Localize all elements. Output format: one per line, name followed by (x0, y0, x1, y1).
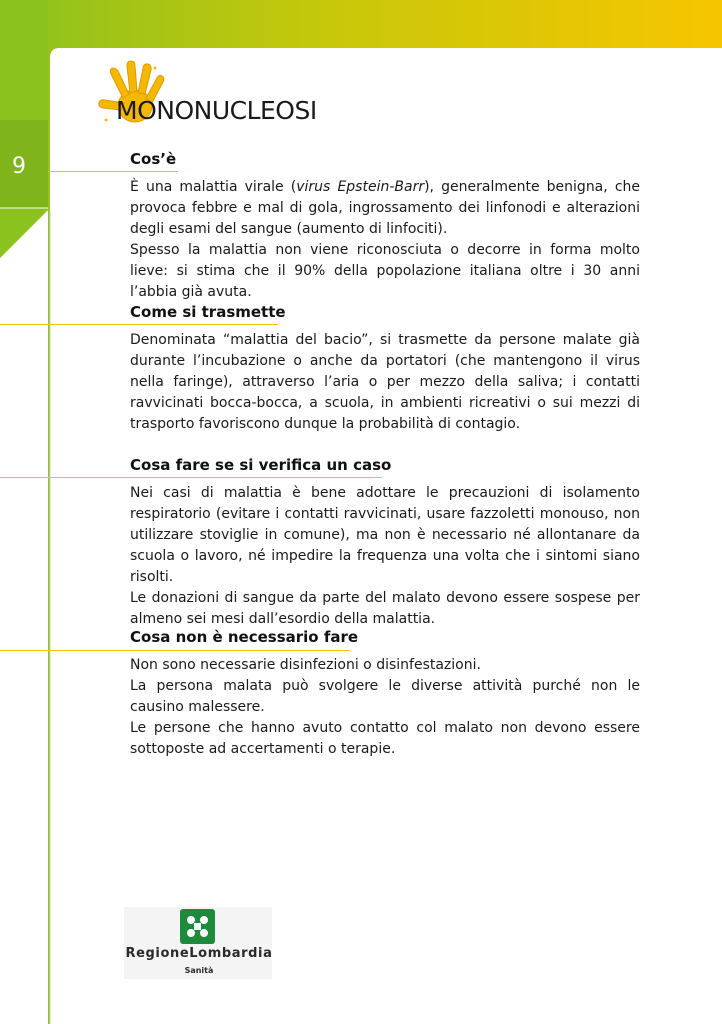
corner-triangle (0, 210, 48, 258)
section-heading: Cosa fare se si verifica un caso (130, 456, 392, 474)
section-paragraph: Le donazioni di sangue da parte del malato devono essere sospese per almeno sei mesi dall’esordio della malattia. (130, 590, 640, 627)
section-paragraph: Spesso la malattia non viene riconosciuta o decorre in forma molto lieve: si stima che il 90% della popolazione italiana oltre i 30 anni l’abbia già avuta. (130, 242, 640, 300)
section-paragraph: Non sono necessarie disinfezioni o disinfestazioni. (130, 657, 481, 673)
org-name: RegioneLombardia (125, 946, 273, 961)
section-cosa-non-fare (130, 628, 640, 760)
section-heading: Cos’è (130, 150, 177, 168)
section-cosa-fare (130, 456, 640, 630)
section-paragraph: Le persone che hanno avuto contatto col malato non devono essere sottoposte ad accertamenti o terapie. (130, 720, 640, 757)
section-paragraph: La persona malata può svolgere le diverse attività purché non le causino malessere. (130, 678, 640, 715)
org-subtitle: Sanità (184, 966, 214, 975)
section-paragraph: Denominata “malattia del bacio”, si trasmette da persone malate già durante l’incubazione o anche da portatori (che mantengono il virus nella faringe), attraverso l’aria o per mezzo della saliva; i contatti ravvicinati bocca-bocca, a scuola, in ambienti ricreativi o sui mezzi di trasporto favoriscono dunque la probabilità di contagio. (130, 332, 640, 432)
page-number: 9 (12, 154, 26, 179)
section-heading: Cosa non è necessario fare (130, 628, 359, 646)
page-title: MONONUCLEOSI (116, 96, 317, 125)
section-paragraph: È una malattia virale (virus Epstein-Barr), generalmente benigna, che provoca febbre e mal di gola, ingrossamento dei linfonodi e alterazioni degli esami del sangue (aumento di linfociti). (130, 179, 641, 237)
section-come-si-trasmette (130, 303, 640, 435)
section-heading: Come si trasmette (130, 303, 286, 321)
section-paragraph: Nei casi di malattia è bene adottare le precauzioni di isolamento respiratorio (evitare i contatti ravvicinati, usare fazzoletti monouso, non utilizzare stoviglie in comune), ma non è necessario né allontanare da scuola o lavoro, né impedire la frequenza una volta che i sintomi siano risolti. (130, 485, 640, 585)
section-cose (130, 150, 640, 303)
